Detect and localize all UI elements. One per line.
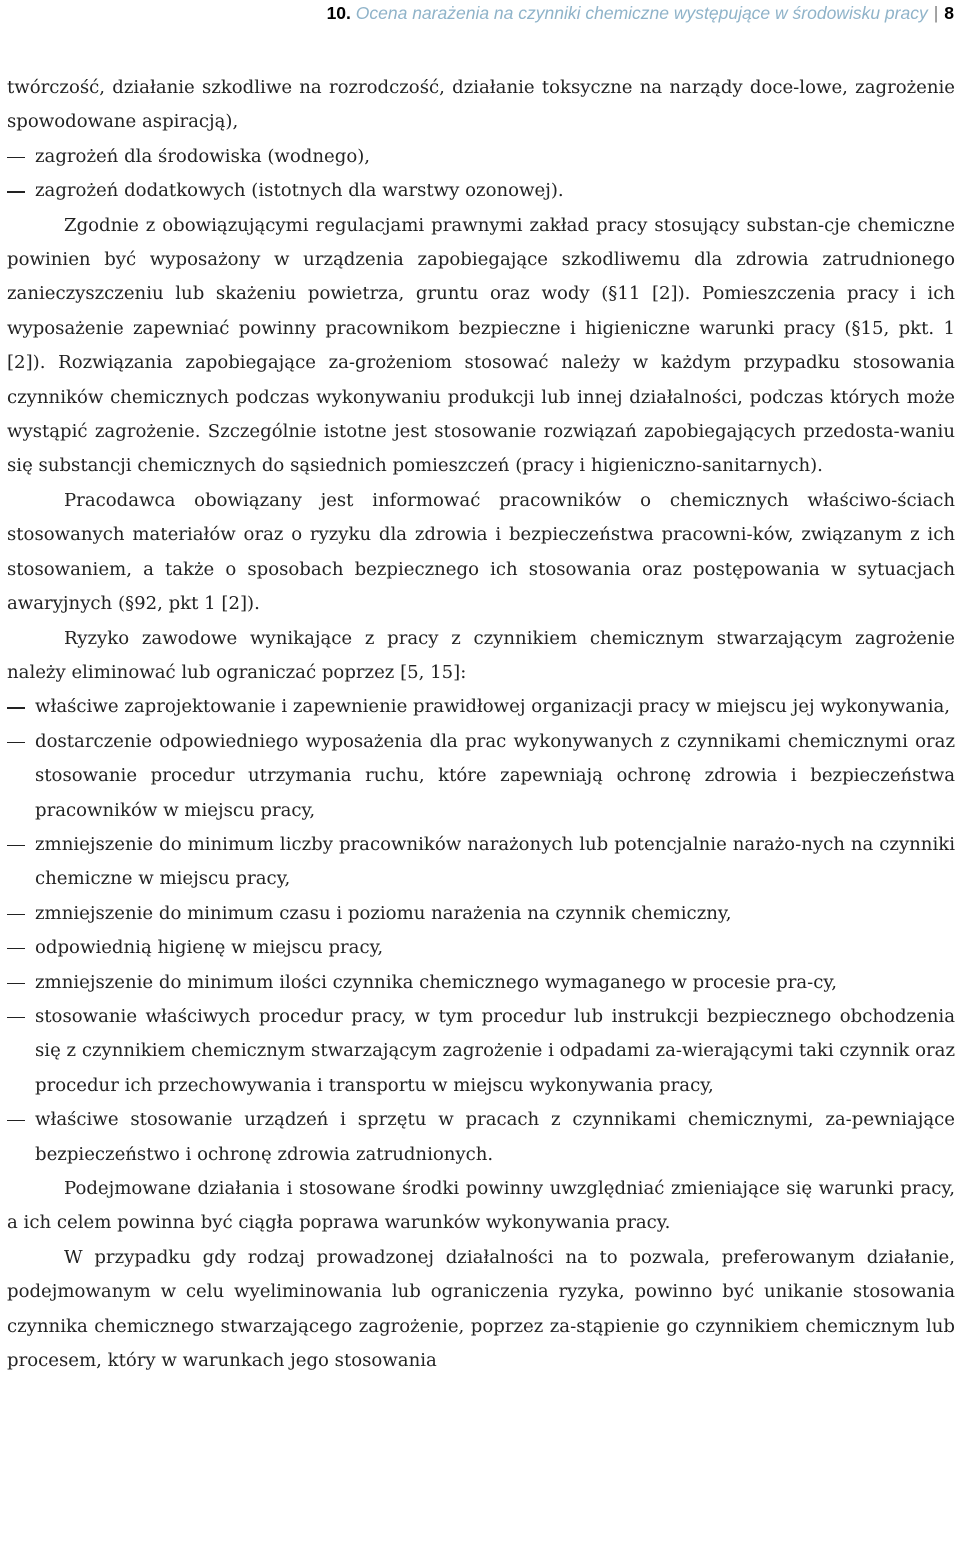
list-item: dostarczenie odpowiedniego wyposażenia dla prac wykonywanych z czynnikami chemicznymi oraz stosowanie procedur utrzymania ruchu, które zapewniają ochronę zdrowia i bezpieczeństwa pracowników w miejscu pracy, bbox=[7, 725, 955, 828]
list-item: zagrożeń dla środowiska (wodnego), bbox=[7, 140, 955, 174]
page-header bbox=[0, 0, 960, 32]
list-item: zagrożeń dodatkowych (istotnych dla warstwy ozonowej). bbox=[7, 174, 955, 208]
paragraph-measures: Podejmowane działania i stosowane środki powinny uwzględniać zmieniające się warunki pracy, a ich celem powinna być ciągła poprawa warunków wykonywania pracy. bbox=[7, 1178, 955, 1234]
chapter-number: 10. bbox=[326, 3, 351, 23]
continuation-text: twórczość, działanie szkodliwe na rozrodczość, działanie toksyczne na narządy doce-lowe, zagrożenie spowodowane aspiracją), bbox=[7, 77, 955, 133]
paragraph-employer-duty: Pracodawca obowiązany jest informować pracowników o chemicznych właściwo-ściach stosowanych materiałów oraz o ryzyku dla zdrowia i bezpieczeństwa pracowni-ków, związanym z ich stosowaniem, a także o sposobach bezpiecznego ich stosowania oraz postępowania w sytuacjach awaryjnych (§92, pkt 1 [2]). bbox=[7, 489, 955, 615]
list-item: właściwe stosowanie urządzeń i sprzętu w pracach z czynnikami chemicznymi, za-pewniające bezpieczeństwo i ochronę zdrowia zatrudnionych. bbox=[7, 1103, 955, 1172]
risk-measures-list bbox=[7, 690, 955, 1172]
paragraph-substitution: W przypadku gdy rodzaj prowadzonej działalności na to pozwala, preferowanym działanie, podejmowanym w celu wyeliminowania lub ograniczenia ryzyka, powinno być unikanie stosowania czynnika chemicznego stwarzającego zagrożenie, poprzez za-stąpienie go czynnikiem chemicznym lub procesem, który w warunkach jego stosowania bbox=[7, 1246, 955, 1372]
chapter-title: Ocena narażenia na czynniki chemiczne występujące w środowisku pracy bbox=[355, 3, 928, 23]
header-separator: | bbox=[933, 3, 939, 23]
hazard-list bbox=[7, 140, 955, 209]
list-item: zmniejszenie do minimum liczby pracowników narażonych lub potencjalnie narażo-nych na czynniki chemiczne w miejscu pracy, bbox=[7, 828, 955, 897]
list-item: stosowanie właściwych procedur pracy, w tym procedur lub instrukcji bezpiecznego obchodzenia się z czynnikiem chemicznym stwarzającym zagrożenie i odpadami za-wierającymi taki czynnik oraz procedur ich przechowywania i transportu w miejscu wykonywania pracy, bbox=[7, 1000, 955, 1103]
paragraph-risk: Ryzyko zawodowe wynikające z pracy z czynnikiem chemicznym stwarzającym zagrożenie należy eliminować lub ograniczać poprzez [5, 15]: bbox=[7, 627, 955, 683]
page-number: 8 bbox=[944, 3, 954, 23]
document-body bbox=[7, 71, 955, 1378]
list-item: zmniejszenie do minimum ilości czynnika chemicznego wymaganego w procesie pra-cy, bbox=[7, 966, 955, 1000]
list-item: odpowiednią higienę w miejscu pracy, bbox=[7, 931, 955, 965]
list-item: zmniejszenie do minimum czasu i poziomu narażenia na czynnik chemiczny, bbox=[7, 897, 955, 931]
list-item: właściwe zaprojektowanie i zapewnienie prawidłowej organizacji pracy w miejscu jej wykonywania, bbox=[7, 690, 955, 724]
paragraph-regulations: Zgodnie z obowiązującymi regulacjami prawnymi zakład pracy stosujący substan-cje chemiczne powinien być wyposażony w urządzenia zapobiegające szkodliwemu dla zdrowia zatrudnionego zanieczyszczeniu lub skażeniu powietrza, gruntu oraz wody (§11 [2]). Pomieszczenia pracy i ich wyposażenie zapewniać powinny pracownikom bezpieczne i higieniczne warunki pracy (§15, pkt. 1 [2]). Rozwiązania zapobiegające za-grożeniom stosować należy w każdym przypadku stosowania czynników chemicznych podczas wykonywaniu produkcji lub innej działalności, podczas których może wystąpić zagrożenie. Szczególnie istotne jest stosowanie rozwiązań zapobiegających przedosta-waniu się substancji chemicznych do sąsiednich pomieszczeń (pracy i higieniczno-sanitarnych). bbox=[7, 214, 955, 477]
